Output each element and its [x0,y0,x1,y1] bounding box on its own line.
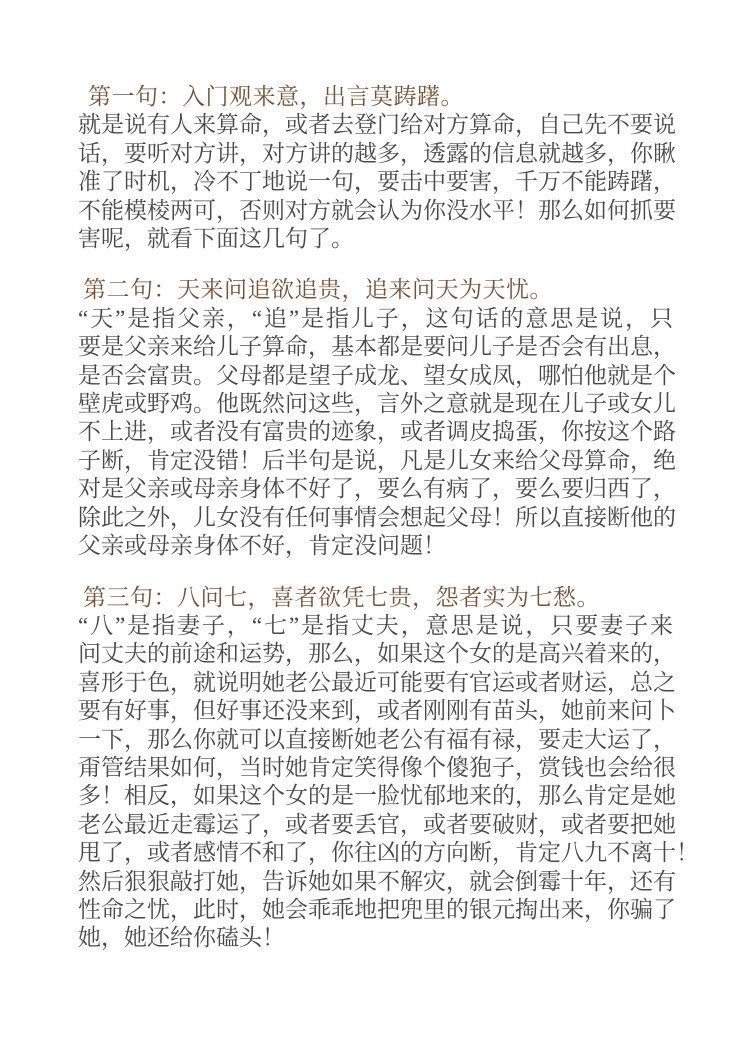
body-line: 父亲或母亲身体不好，肯定没问题！ [78,533,446,559]
body-line: 多！相反，如果这个女的是一脸忧郁地来的，那么肯定是她 [78,783,676,809]
section-3-heading: 第三句：八问七，喜者欲凭七贵，怨者实为七愁。 [83,584,600,610]
body-line: “八”是指妻子，“七”是指丈夫，意思是说，只要妻子来 [78,612,673,638]
section-2-heading: 第二句：天来问追欲追贵，追来问天为天忧。 [83,277,553,303]
section-1 [78,83,676,253]
text-content [78,83,699,953]
body-line: 要有好事，但好事还没来到，或者刚刚有苗头，她前来问卜 [78,698,676,724]
body-line: 是否会富贵。父母都是望子成龙、望女成凤，哪怕他就是个 [78,362,676,388]
body-line: “天”是指父亲，“追”是指儿子，这句话的意思是说，只 [78,305,673,331]
body-line: 然后狠狠敲打她，告诉她如果不解灾，就会倒霉十年，还有 [78,868,676,894]
body-line: 除此之外，儿女没有任何事情会想起父母！所以直接断他的 [78,504,676,530]
body-line: 不上进，或者没有富贵的迹象，或者调皮捣蛋，你按这个路 [78,419,676,445]
body-line: 性命之忧，此时，她会乖乖地把兜里的银元掏出来，你骗了 [78,896,676,922]
body-line: 害呢，就看下面这几句了。 [78,226,354,252]
body-line: 喜形于色，就说明她老公最近可能要有官运或者财运，总之 [78,669,676,695]
body-line: 要是父亲来给儿子算命，基本都是要问儿子是否会有出息， [78,334,676,360]
body-line: 就是说有人来算命，或者去登门给对方算命，自己先不要说 [78,112,676,138]
body-line: 不能模棱两可，否则对方就会认为你没水平！那么如何抓要 [78,197,676,223]
body-line: 对是父亲或母亲身体不好了，要么有病了，要么要归西了， [78,476,676,502]
section-2 [78,276,676,560]
body-line: 一下，那么你就可以直接断她老公有福有禄，要走大运了， [78,726,676,752]
body-line: 老公最近走霉运了，或者要丢官，或者要破财，或者要把她 [78,811,676,837]
body-line: 甩了，或者感情不和了，你往凶的方向断，肯定八九不离十！ [78,840,699,866]
body-line: 问丈夫的前途和运势，那么，如果这个女的是高兴着来的， [78,641,676,667]
section-3 [78,584,699,953]
body-line: 壁虎或野鸡。他既然问这些，言外之意就是现在儿子或女儿 [78,391,676,417]
body-line: 甭管结果如何，当时她肯定笑得像个傻狍子，赏钱也会给很 [78,754,676,780]
body-line: 她，她还给你磕头！ [78,925,285,951]
body-line: 准了时机，冷不丁地说一句，要击中要害，千万不能踌躇， [78,169,676,195]
body-line: 话，要听对方讲，对方讲的越多，透露的信息就越多，你瞅 [78,140,676,166]
section-1-heading: 第一句：入门观来意，出言莫踌躇。 [88,84,464,109]
body-line: 子断，肯定没错！后半句是说，凡是儿女来给父母算命，绝 [78,447,676,473]
